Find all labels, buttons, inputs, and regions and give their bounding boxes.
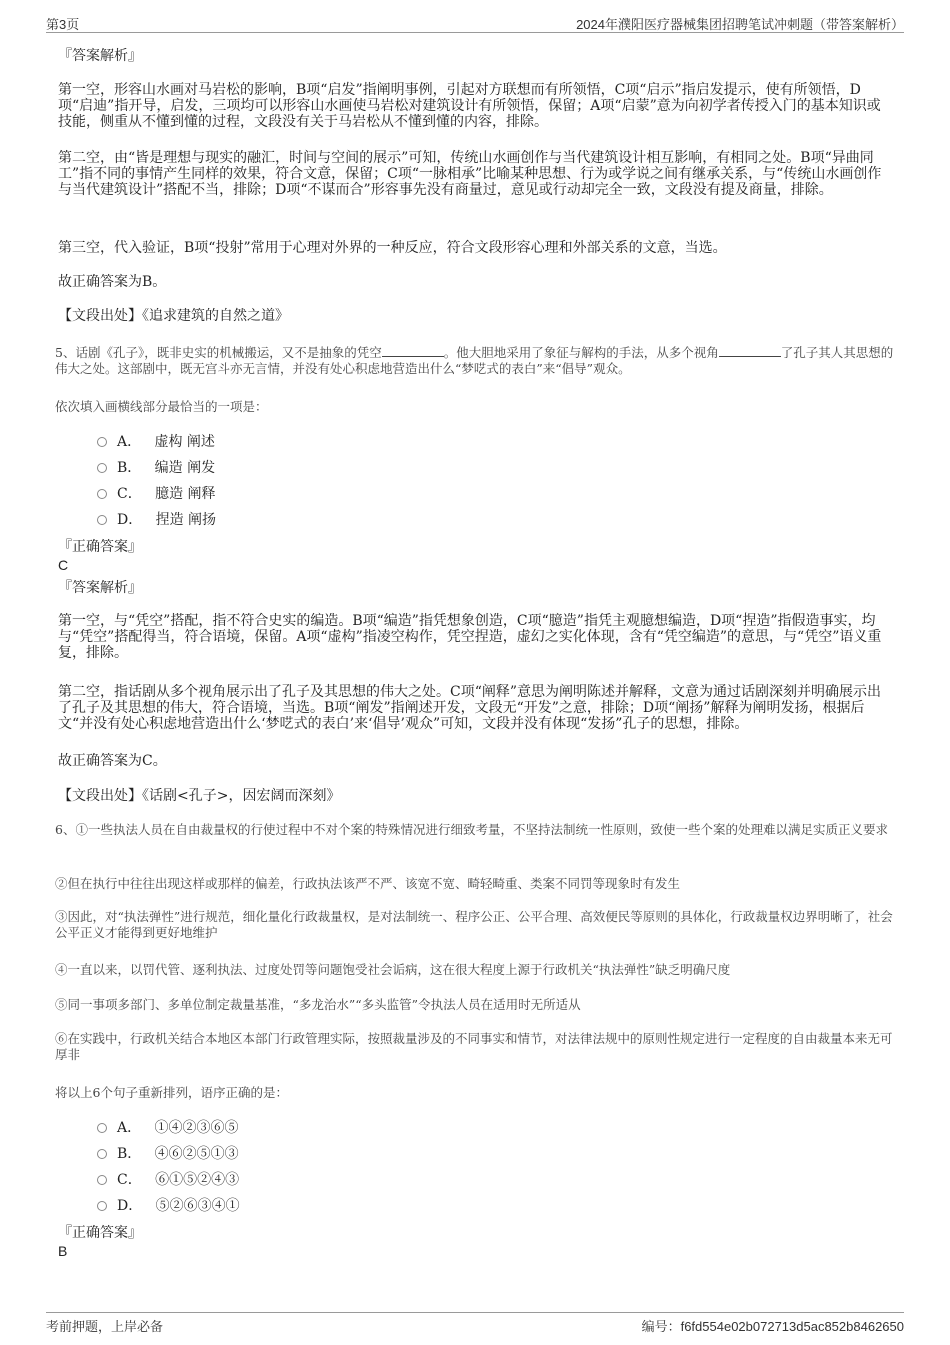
- q6-sentence-1: 6、①一些执法人员在自由裁量权的行使过程中不对个案的特殊情况进行细致考量，不坚持法制统一性原则，致使一些个案的处理难以满足实质正义要求: [55, 822, 888, 837]
- document-title: 2024年濮阳医疗器械集团招聘笔试冲刺题（带答案解析）: [576, 17, 904, 32]
- document-id: 编号：f6fd554e02b072713d5ac852b8462650: [641, 1319, 904, 1334]
- radio-icon[interactable]: [97, 463, 107, 473]
- q5-analysis-label: 『答案解析』: [58, 580, 142, 596]
- q5-option-c[interactable]: C． 臆造 阐释: [97, 486, 216, 502]
- q5-correct-label: 『正确答案』: [58, 539, 142, 555]
- q6-option-a[interactable]: A． ①④②③⑥⑤: [97, 1120, 238, 1136]
- q6-sentence-3: ③因此，对“执法弹性”进行规范，细化量化行政裁量权，是对法制统一、程序公正、公平合理、高效便民等原则的具体化，行政裁量权边界明晰了，社会公平正义才能得到更好地维护: [55, 909, 893, 940]
- q5-option-b[interactable]: B． 编造 阐发: [97, 460, 215, 476]
- q6-prompt: 将以上6个句子重新排列，语序正确的是：: [55, 1085, 288, 1100]
- page-number: 第3页: [46, 17, 80, 32]
- page-header: [46, 14, 904, 33]
- blank-2: [719, 345, 781, 357]
- radio-icon[interactable]: [97, 1149, 107, 1159]
- q6-sentence-4: ④一直以来，以罚代管、逐利执法、过度处罚等问题饱受社会诟病，这在很大程度上源于行政机关“执法弹性”缺乏明确尺度: [55, 962, 731, 977]
- q6-option-d[interactable]: D． ⑤②⑥③④①: [97, 1198, 240, 1214]
- q5-analysis-p1: 第一空，与“凭空”搭配，指不符合史实的编造。B项“编造”指凭想象创造，C项“臆造”指凭主观臆想编造，D项“捏造”指假造事实，均与“凭空”搭配得当，符合语境，保留。A项“虚构”指凌空构作，凭空捏造，虚幻之实化体现，含有“凭空编造”的意思，与“凭空”语义重复，排除。: [58, 613, 882, 661]
- q5-stem: 5、话剧《孔子》，既非史实的机械搬运，又不是抽象的凭空 。他大胆地采用了象征与解构的手法，从多个视角 了孔子其人其思想的伟大之处。这部剧中，既无宫斗亦无言情，并没有处心积虑地营造出什么“梦呓式的表白”来“倡导”观众。: [55, 345, 894, 376]
- page-footer: [46, 1312, 904, 1333]
- q4-analysis-label: 『答案解析』: [58, 48, 142, 64]
- radio-icon[interactable]: [97, 489, 107, 499]
- q5-option-a[interactable]: A． 虚构 阐述: [97, 434, 215, 450]
- q5-prompt: 依次填入画横线部分最恰当的一项是：: [55, 399, 268, 414]
- q6-sentence-2: ②但在执行中往往出现这样或那样的偏差，行政执法该严不严、该宽不宽、畸轻畸重、类案不同罚等现象时有发生: [55, 876, 681, 891]
- radio-icon[interactable]: [97, 437, 107, 447]
- q4-analysis-p3: 第三空，代入验证，B项“投射”常用于心理对外界的一种反应，符合文段形容心理和外部关系的文意，当选。: [58, 240, 727, 256]
- q6-correct-label: 『正确答案』: [58, 1225, 142, 1241]
- q5-correct-answer: C: [58, 557, 69, 573]
- radio-icon[interactable]: [97, 1175, 107, 1185]
- q6-correct-answer: B: [58, 1243, 68, 1259]
- q5-source: 【文段出处】《话剧<孔子>，因宏阔而深刻》: [58, 788, 341, 804]
- blank-1: [382, 345, 444, 357]
- q4-analysis-p1: 第一空，形容山水画对马岩松的影响，B项“启发”指阐明事例，引起对方联想而有所领悟，C项“启示”指启发提示，使有所领悟，D项“启迪”指开导，启发，三项均可以形容山水画使马岩松对建筑设计有所领悟，保留；A项“启蒙”意为向初学者传授入门的基本知识或技能，侧重从不懂到懂的过程，文段没有关于马岩松从不懂到懂的内容，排除。: [58, 82, 881, 130]
- q6-sentence-5: ⑤同一事项多部门、多单位制定裁量基准，“多龙治水”“多头监管”令执法人员在适用时无所适从: [55, 997, 581, 1012]
- q5-conclusion: 故正确答案为C。: [58, 753, 167, 769]
- q5-option-d[interactable]: D． 捏造 阐扬: [97, 512, 216, 528]
- radio-icon[interactable]: [97, 515, 107, 525]
- footer-slogan: 考前押题，上岸必备: [46, 1319, 164, 1334]
- q4-source: 【文段出处】《追求建筑的自然之道》: [58, 308, 289, 324]
- q6-option-c[interactable]: C． ⑥①⑤②④③: [97, 1172, 239, 1188]
- q5-analysis-p2: 第二空，指话剧从多个视角展示出了孔子及其思想的伟大之处。C项“阐释”意思为阐明陈述并解释，文意为通过话剧深刻并明确展示出了孔子及其思想的伟大，符合语境，当选。B项“阐发”指阐述开发，文段无“开发”之意，排除；D项“阐扬”解释为阐明发扬，根据后文“并没有处心积虑地营造出什么‘梦呓式的表白’来‘倡导’观众”可知，文段并没有体现“发扬”孔子的思想，排除。: [58, 684, 882, 732]
- radio-icon[interactable]: [97, 1201, 107, 1211]
- q6-option-b[interactable]: B． ④⑥②⑤①③: [97, 1146, 239, 1162]
- q4-conclusion: 故正确答案为B。: [58, 274, 167, 290]
- radio-icon[interactable]: [97, 1123, 107, 1133]
- q4-analysis-p2: 第二空，由“皆是理想与现实的融汇，时间与空间的展示”可知，传统山水画创作与当代建筑设计相互影响，有相同之处。B项“异曲同工”指不同的事情产生同样的效果，符合文意，保留；C项“一脉相承”比喻某种思想、行为或学说之间有继承关系，与“传统山水画创作与当代建筑设计”搭配不当，排除；D项“不谋而合”形容事先没有商量过，意见或行动却完全一致，文段没有提及商量，排除。: [58, 150, 882, 198]
- q6-sentence-6: ⑥在实践中，行政机关结合本地区本部门行政管理实际，按照裁量涉及的不同事实和情节，对法律法规中的原则性规定进行一定程度的自由裁量本来无可厚非: [55, 1031, 893, 1062]
